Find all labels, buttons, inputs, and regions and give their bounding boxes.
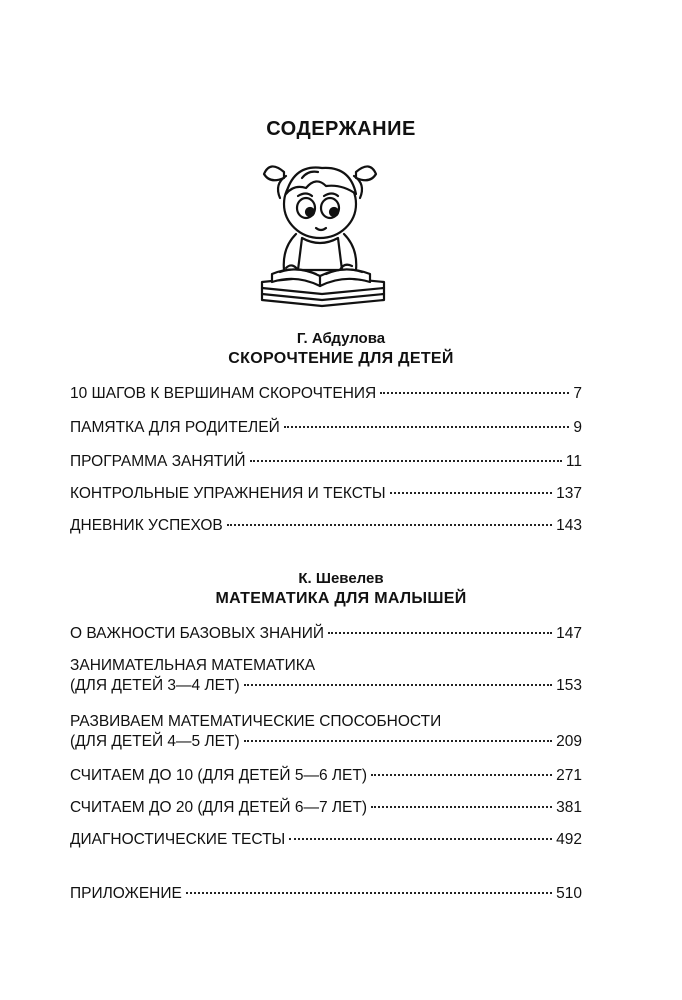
page-title: СОДЕРЖАНИЕ xyxy=(266,118,416,140)
toc-entry-page: 143 xyxy=(556,517,582,534)
toc-entry-label: (ДЛЯ ДЕТЕЙ 4—5 ЛЕТ) xyxy=(70,733,240,750)
toc-entry[interactable] xyxy=(70,798,582,818)
toc-entry-page: 209 xyxy=(556,733,582,750)
toc-entry-page: 7 xyxy=(573,385,582,402)
dot-leader xyxy=(227,524,552,526)
toc-entry[interactable] xyxy=(70,712,582,752)
toc-entry-page: 153 xyxy=(556,677,582,694)
toc-entry-label: ДИАГНОСТИЧЕСКИЕ ТЕСТЫ xyxy=(70,831,286,848)
dot-leader xyxy=(244,740,553,742)
toc-entry-page: 9 xyxy=(573,419,582,436)
dot-leader xyxy=(244,684,553,686)
toc-entry-page: 271 xyxy=(556,767,582,784)
toc-entry-page: 381 xyxy=(556,799,582,816)
dot-leader xyxy=(186,892,552,894)
dot-leader xyxy=(289,838,552,840)
toc-entry-page: 137 xyxy=(556,485,582,502)
toc-entry-label: (ДЛЯ ДЕТЕЙ 3—4 ЛЕТ) xyxy=(70,677,240,694)
toc-entry-label: ДНЕВНИК УСПЕХОВ xyxy=(70,517,223,534)
toc-entry-page: 510 xyxy=(556,885,582,902)
section2-author: К. Шевелев xyxy=(298,570,384,587)
toc-entry[interactable] xyxy=(70,624,582,644)
toc-entry[interactable] xyxy=(70,418,582,438)
toc-entry-label: ПРОГРАММА ЗАНЯТИЙ xyxy=(70,453,246,470)
toc-entry-label: КОНТРОЛЬНЫЕ УПРАЖНЕНИЯ И ТЕКСТЫ xyxy=(70,485,386,502)
toc-entry[interactable] xyxy=(70,452,582,472)
toc-entry-label: ПРИЛОЖЕНИЕ xyxy=(70,885,182,902)
toc-entry-page: 492 xyxy=(556,831,582,848)
toc-entry[interactable] xyxy=(70,656,582,696)
dot-leader xyxy=(371,806,552,808)
section1-author: Г. Абдулова xyxy=(296,330,386,347)
toc-entry-label-line1: ЗАНИМАТЕЛЬНАЯ МАТЕМАТИКА xyxy=(70,657,316,674)
toc-entry-label: ПАМЯТКА ДЛЯ РОДИТЕЛЕЙ xyxy=(70,419,280,436)
toc-entry[interactable] xyxy=(70,766,582,786)
toc-entry-page: 147 xyxy=(556,625,582,642)
toc-entry-label: О ВАЖНОСТИ БАЗОВЫХ ЗНАНИЙ xyxy=(70,625,324,642)
toc-entry[interactable] xyxy=(70,830,582,850)
toc-entry[interactable] xyxy=(70,384,582,404)
toc-entry-label: 10 ШАГОВ К ВЕРШИНАМ СКОРОЧТЕНИЯ xyxy=(70,385,377,402)
dot-leader xyxy=(390,492,552,494)
toc-entry-appendix[interactable] xyxy=(70,884,582,904)
dot-leader xyxy=(371,774,552,776)
dot-leader xyxy=(250,460,562,462)
girl-reading-book-illustration xyxy=(256,150,391,310)
toc-entry-label: СЧИТАЕМ ДО 10 (ДЛЯ ДЕТЕЙ 5—6 ЛЕТ) xyxy=(70,767,368,784)
dot-leader xyxy=(328,632,552,634)
dot-leader xyxy=(380,392,569,394)
toc-entry[interactable] xyxy=(70,516,582,536)
section2-title: МАТЕМАТИКА ДЛЯ МАЛЫШЕЙ xyxy=(215,590,467,607)
toc-entry-label-line1: РАЗВИВАЕМ МАТЕМАТИЧЕСКИЕ СПОСОБНОСТИ xyxy=(70,713,442,730)
toc-entry[interactable] xyxy=(70,484,582,504)
section1-title: СКОРОЧТЕНИЕ ДЛЯ ДЕТЕЙ xyxy=(228,350,454,367)
dot-leader xyxy=(284,426,570,428)
toc-entry-page: 11 xyxy=(565,453,582,470)
toc-entry-label: СЧИТАЕМ ДО 20 (ДЛЯ ДЕТЕЙ 6—7 ЛЕТ) xyxy=(70,799,368,816)
